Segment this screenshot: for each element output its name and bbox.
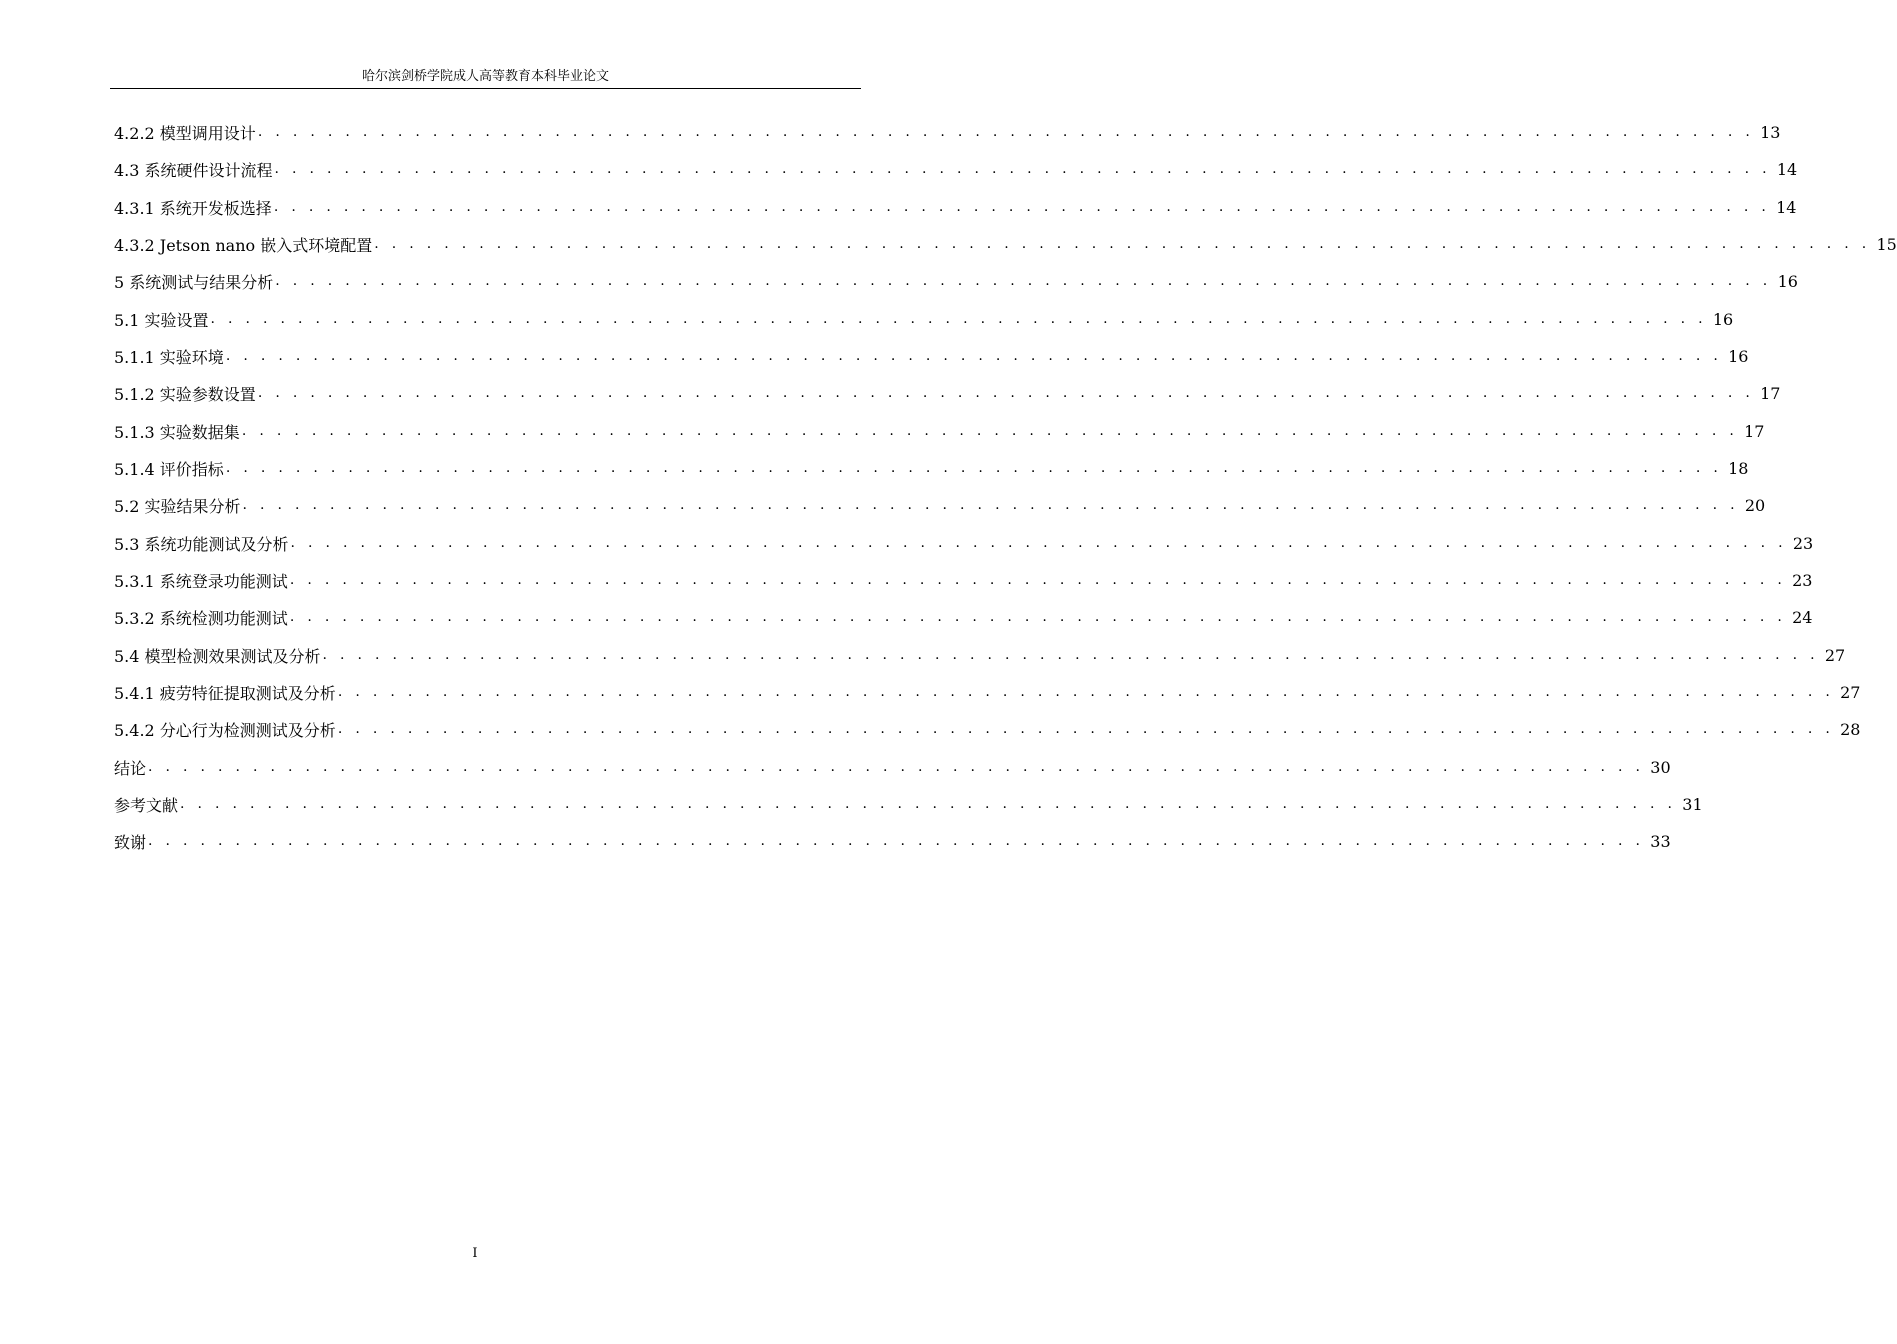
toc-page-number: 27 xyxy=(1824,645,1846,665)
toc-entry-5-4-2[interactable] xyxy=(114,711,1861,747)
toc-entry-title: 5.4.1 疲劳特征提取测试及分析 xyxy=(114,683,336,703)
toc-page-number: 24 xyxy=(1792,607,1813,627)
toc-entry-title: 5.1.1 实验环境 xyxy=(114,347,224,367)
toc-entry-title: 5.1.2 实验参数设置 xyxy=(114,384,256,404)
toc-page-number: 13 xyxy=(1760,122,1781,142)
toc-leader-dots: . . . . . . . . . . . . . . . . . . . . . . . . . . . . . . . . . . . . . . . . . . . . . . . . . . . . . . . . . . . . . . . . . . . . . . . . . . . . . . . . . . . . . . xyxy=(241,423,1739,439)
toc-leader-dots: . . . . . . . . . . . . . . . . . . . . . . . . . . . . . . . . . . . . . . . . . . . . . . . . . . . . . . . . . . . . . . . . . . . . . . . . . . . . . . . . . . . . . . xyxy=(337,684,1835,700)
toc-page-number: 23 xyxy=(1792,570,1813,590)
toc-entry-title: 5.1 实验设置 xyxy=(114,310,209,330)
header-rule xyxy=(110,88,861,89)
toc-entry-title: 5 系统测试与结果分析 xyxy=(114,272,274,292)
toc-leader-dots: . . . . . . . . . . . . . . . . . . . . . . . . . . . . . . . . . . . . . . . . . . . . . . . . . . . . . . . . . . . . . . . . . . . . . . . . . . . . . . . . . . . . . . xyxy=(257,385,1755,401)
toc-leader-dots: . . . . . . . . . . . . . . . . . . . . . . . . . . . . . . . . . . . . . . . . . . . . . . . . . . . . . . . . . . . . . . . . . . . . . . . . . . . . . . . . . . . . . . xyxy=(274,161,1771,177)
toc-entry-title: 5.1.4 评价指标 xyxy=(114,459,224,479)
toc-entry-4-3-1[interactable] xyxy=(114,189,1797,225)
toc-entry-4-2-2[interactable] xyxy=(114,114,1781,150)
toc-entry-conclusion[interactable] xyxy=(114,749,1671,785)
toc-leader-dots: . . . . . . . . . . . . . . . . . . . . . . . . . . . . . . . . . . . . . . . . . . . . . . . . . . . . . . . . . . . . . . . . . . . . . . . . . . . . . . . . . . . . . . xyxy=(289,572,1787,588)
toc-entry-title: 结论 xyxy=(114,758,147,778)
page-number: I xyxy=(472,1246,478,1261)
toc-entry-5-4[interactable] xyxy=(114,637,1846,673)
toc-page-number: 17 xyxy=(1744,421,1765,441)
toc-entry-5-1-2[interactable] xyxy=(114,375,1781,411)
toc-entry-5-1-3[interactable] xyxy=(114,413,1765,449)
toc-page-number: 27 xyxy=(1840,682,1861,702)
toc-page-number: 15 xyxy=(1876,234,1897,254)
toc-entry-references[interactable] xyxy=(114,786,1703,822)
toc-page-number: 33 xyxy=(1650,831,1671,851)
toc-leader-dots: . . . . . . . . . . . . . . . . . . . . . . . . . . . . . . . . . . . . . . . . . . . . . . . . . . . . . . . . . . . . . . . . . . . . . . . . . . . . . . . . . . . . . . xyxy=(273,199,1771,215)
toc-entry-title: 4.3.2 Jetson nano 嵌入式环境配置 xyxy=(114,235,373,255)
toc-leader-dots: . . . . . . . . . . . . . . . . . . . . . . . . . . . . . . . . . . . . . . . . . . . . . . . . . . . . . . . . . . . . . . . . . . . . . . . . . . . . . . . . . . . . . . xyxy=(242,497,1739,513)
toc-leader-dots: . . . . . . . . . . . . . . . . . . . . . . . . . . . . . . . . . . . . . . . . . . . . . . . . . . . . . . . . . . . . . . . . . . . . . . . . . . . . . . . . . . . . . . xyxy=(148,759,1645,775)
toc-entry-title: 5.1.3 实验数据集 xyxy=(114,422,240,442)
toc-entry-title: 5.3.2 系统检测功能测试 xyxy=(114,608,288,628)
toc-leader-dots: . . . . . . . . . . . . . . . . . . . . . . . . . . . . . . . . . . . . . . . . . . . . . . . . . . . . . . . . . . . . . . . . . . . . . . . . . . . . . . . . . . . . . . xyxy=(322,647,1819,663)
toc-page-number: 16 xyxy=(1777,271,1798,291)
toc-leader-dots: . . . . . . . . . . . . . . . . . . . . . . . . . . . . . . . . . . . . . . . . . . . . . . . . . . . . . . . . . . . . . . . . . . . . . . . . . . . . . . . . . . . . . . xyxy=(257,124,1755,140)
toc-leader-dots: . . . . . . . . . . . . . . . . . . . . . . . . . . . . . . . . . . . . . . . . . . . . . . . . . . . . . . . . . . . . . . . . . . . . . . . . . . . . . . . . . . . . . . xyxy=(289,609,1787,625)
toc-entry-acknowledgements[interactable] xyxy=(114,823,1671,859)
toc-page-number: 16 xyxy=(1712,309,1734,329)
toc-leader-dots: . . . . . . . . . . . . . . . . . . . . . . . . . . . . . . . . . . . . . . . . . . . . . . . . . . . . . . . . . . . . . . . . . . . . . . . . . . . . . . . . . . . . . . xyxy=(148,833,1645,849)
toc-leader-dots: . . . . . . . . . . . . . . . . . . . . . . . . . . . . . . . . . . . . . . . . . . . . . . . . . . . . . . . . . . . . . . . . . . . . . . . . . . . . . . . . . . . . . . xyxy=(290,535,1787,551)
toc-leader-dots: . . . . . . . . . . . . . . . . . . . . . . . . . . . . . . . . . . . . . . . . . . . . . . . . . . . . . . . . . . . . . . . . . . . . . . . . . . . . . . . . . . . . . . xyxy=(275,273,1772,289)
page-header: 哈尔滨剑桥学院成人高等教育本科毕业论文 xyxy=(361,69,609,84)
toc-page-number: 28 xyxy=(1840,719,1861,739)
toc-entry-5-1-4[interactable] xyxy=(114,450,1749,486)
toc-entry-title: 5.3.1 系统登录功能测试 xyxy=(114,571,288,591)
toc-leader-dots: . . . . . . . . . . . . . . . . . . . . . . . . . . . . . . . . . . . . . . . . . . . . . . . . . . . . . . . . . . . . . . . . . . . . . . . . . . . . . . . . . . . . . . xyxy=(225,460,1723,476)
toc-entry-5-3-2[interactable] xyxy=(114,599,1813,635)
toc-entry-title: 5.4.2 分心行为检测测试及分析 xyxy=(114,720,336,740)
toc-page-number: 23 xyxy=(1792,533,1814,553)
toc-entry-5-3[interactable] xyxy=(114,525,1814,561)
toc-leader-dots: . . . . . . . . . . . . . . . . . . . . . . . . . . . . . . . . . . . . . . . . . . . . . . . . . . . . . . . . . . . . . . . . . . . . . . . . . . . . . . . . . . . . . . xyxy=(374,236,1871,252)
toc-page-number: 17 xyxy=(1760,383,1781,403)
toc-entry-title: 5.3 系统功能测试及分析 xyxy=(114,534,289,554)
toc-page-number: 16 xyxy=(1728,346,1749,366)
toc-entry-5-1[interactable] xyxy=(114,301,1734,337)
toc-entry-5-1-1[interactable] xyxy=(114,338,1749,374)
toc-leader-dots: . . . . . . . . . . . . . . . . . . . . . . . . . . . . . . . . . . . . . . . . . . . . . . . . . . . . . . . . . . . . . . . . . . . . . . . . . . . . . . . . . . . . . . xyxy=(210,311,1707,327)
toc-page-number: 30 xyxy=(1650,757,1671,777)
toc-leader-dots: . . . . . . . . . . . . . . . . . . . . . . . . . . . . . . . . . . . . . . . . . . . . . . . . . . . . . . . . . . . . . . . . . . . . . . . . . . . . . . . . . . . . . . xyxy=(337,721,1835,737)
toc-entry-5-3-1[interactable] xyxy=(114,562,1813,598)
toc-entry-5-4-1[interactable] xyxy=(114,674,1861,710)
toc-page-number: 14 xyxy=(1776,197,1797,217)
toc-page-number: 14 xyxy=(1776,159,1798,179)
toc-entry-4-3[interactable] xyxy=(114,151,1798,187)
toc-entry-title: 5.2 实验结果分析 xyxy=(114,496,241,516)
toc-leader-dots: . . . . . . . . . . . . . . . . . . . . . . . . . . . . . . . . . . . . . . . . . . . . . . . . . . . . . . . . . . . . . . . . . . . . . . . . . . . . . . . . . . . . . . xyxy=(180,796,1677,812)
toc-entry-title: 4.3 系统硬件设计流程 xyxy=(114,160,273,180)
toc-page-number: 18 xyxy=(1728,458,1749,478)
toc-entry-title: 参考文献 xyxy=(114,795,179,815)
toc-page-number: 20 xyxy=(1744,495,1766,515)
toc-entry-title: 致谢 xyxy=(114,832,147,852)
toc-entry-5[interactable] xyxy=(114,263,1798,299)
toc-leader-dots: . . . . . . . . . . . . . . . . . . . . . . . . . . . . . . . . . . . . . . . . . . . . . . . . . . . . . . . . . . . . . . . . . . . . . . . . . . . . . . . . . . . . . . xyxy=(225,348,1723,364)
toc-entry-title: 5.4 模型检测效果测试及分析 xyxy=(114,646,321,666)
toc-entry-title: 4.2.2 模型调用设计 xyxy=(114,123,256,143)
toc-entry-5-2[interactable] xyxy=(114,487,1766,523)
toc-page-number: 31 xyxy=(1682,794,1703,814)
toc-entry-title: 4.3.1 系统开发板选择 xyxy=(114,198,272,218)
toc-entry-4-3-2[interactable] xyxy=(114,226,1897,262)
